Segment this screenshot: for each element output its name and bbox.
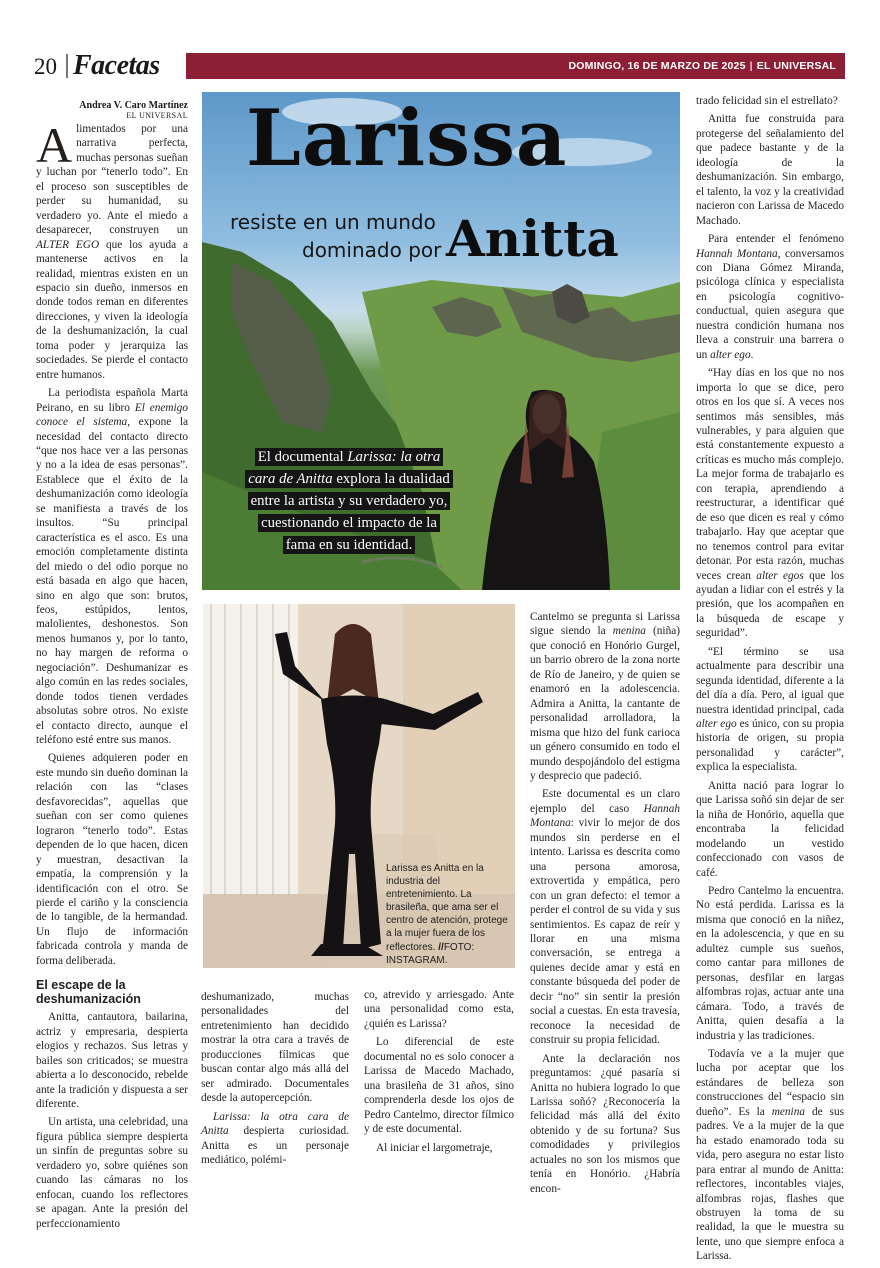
paragraph: , expone la necesidad del contacto directo “que nos hace ver a las personas y no a la idea de esas personas”. Establece que el éxito de la deshumanización como ideología se manifiesta a través de los insultos. “Su principal característica es el asco. Es una emoción completamente distinta del miedo o del odio porque no está basada en algo que hacen, sino en algo que son: brutos, feos, estúpidos, lentos, malolientes, deshonestos. Son menos humanos y, por lo tanto, no hay margen de reforma o negociación”. Deshumanizar es algo común en las redes sociales, donde todos tienen verdades absolutas sobre otros. No existe el contacto directo, aunque el teléfono esté entre sus manos. [36, 416, 188, 747]
paragraph: de sus padres. Ve a la mujer de la que ha estado enamorado toda su vida, pero asegura no estar listo para entrar al mundo de Anitta: reflectores, incontables viajes, alfombras rojas, flashes que obstruyen la toma de su realidad, la que le muestra su lente, uno que siempre enfoca a Larissa. [696, 1105, 844, 1263]
emphasis: menina [771, 1105, 805, 1118]
headline-larissa: Larissa [246, 93, 568, 184]
emphasis: alter ego [710, 348, 751, 361]
quote: “El término se usa actualmente para describir una segunda identidad, diferente a la del día a día. Pero, al igual que nuestra identidad principal, cada [696, 645, 844, 716]
article-column-1 [36, 117, 188, 1235]
article-column-2 [201, 990, 349, 1171]
quote: “Hay días en los que no nos importa lo que se dice, pero otros en los que sí. A veces nos sentimos más sensibles, más vulnerables, y para alguien que está constantemente expuesto a críticas es mucho más complejo. La mejor forma de trabajarlo es con terapia, aprendiendo a reestructurar, a identificar qué de eso que dicen es real y cómo trabajarlo. Hay que aceptar que no tenemos control para evitar detonar. Por esta razón, muchas veces crean [696, 367, 844, 582]
header-divider [66, 54, 68, 78]
headline-line-2: dominado por [302, 238, 442, 262]
article-column-3 [364, 988, 514, 1159]
lede-text: entre la artista y su verdadero yo, [248, 492, 451, 510]
emphasis: alter ego [696, 718, 737, 731]
lede-text: cuestionando el impacto de la [258, 514, 440, 532]
paragraph: trado felicidad sin el estrellato? [696, 95, 838, 107]
paragraph: : vivir lo mejor de dos mundos sin perderse en el intento. Larissa es descrita como una persona amorosa, extrovertida y empática, pero con un gran defecto: el temor a perder el control de su vida y sus sentimientos. Es capaz de reír y llorar en una misma conversación, se entrega a quienes decide amar y está en constante búsqueda del poder de decir “no” sin sentir la presión social a cuestas. En esta travesía, reconoce la necesidad de construir su propia felicidad. [530, 817, 680, 1047]
byline-org: EL UNIVERSAL [126, 111, 188, 120]
paragraph: Para entender el fenómeno [708, 233, 844, 246]
paragraph: deshumanizado, muchas personalidades del entretenimiento han decidido mostrar la otra cara a través de producciones fílmicas que buscan contar algo más allá del ser admirado. Documentales desde la autopercepción. [201, 991, 349, 1105]
headline-line-1: resiste en un mundo [230, 210, 436, 234]
emphasis: menina [612, 625, 646, 638]
paragraph: Todavía ve a la mujer que lucha por aceptar que los estándares de belleza son construcciones del “espacio sin dueño”. Es la [696, 1048, 844, 1118]
emphasis: ALTER EGO [36, 238, 100, 251]
paragraph: limentados por una narrativa perfecta, muchas personas sueñan y luchan por “tenerlo todo”. En el proceso son susceptibles de perder su humanidad, su verdadero yo. Ante el miedo a desaparecer, construyen un [36, 123, 188, 237]
paragraph: Cantelmo se pregunta si Larissa sigue siendo la [530, 611, 680, 638]
paragraph: La periodista española Marta Peirano, en su libro [36, 387, 188, 414]
emphasis: Hannah Montana [696, 247, 778, 260]
emphasis: Hannah Montana [530, 802, 680, 830]
paragraph: Al iniciar el largometraje, [376, 1141, 493, 1154]
paragraph: (niña) que conoció en Honório Gurgel, un barrio obrero de la zona norte de Río de Janeiro, y de quien se enamoró en la adolescencia. Admira a Anitta, la cantante de personalidad arrolladora, la misma que hizo del funk carioca un género consumido en todo el mundo despojándolo del estigma y desprecio que padeció. [530, 625, 680, 782]
paragraph: despierta curiosidad. Anitta es un personaje mediático, polémi- [201, 1125, 349, 1166]
paragraph: Anitta, cantautora, bailarina, actriz y empresaria, despierta elogios y rechazos. Sus letras y bailes son criticados; se muestra abierta a lo desconocido, rebelde ante la tradición y dispuesta a ser diferente. [36, 1011, 188, 1110]
header-separator: | [749, 60, 753, 72]
paragraph: Ante la declaración nos preguntamos: ¿qué pasaría si Anitta no hubiera logrado lo que Larissa soñó? ¿Reconocería la felicidad más allá del éxito obtenido y de su fortuna? Sus comodidades y privilegios actuales no son los mismos que tenía en Honório. ¿Habría encon- [530, 1052, 680, 1195]
paragraph: , conversamos con Diana Gómez Miranda, psicóloga clínica y especialista en psicología cognitivo-conductual, quien asegura que nuestra condición humana nos lleva a construir una barrera o un [696, 247, 844, 361]
publication-name: EL UNIVERSAL [756, 60, 836, 72]
header-date-line [569, 56, 837, 76]
header-date: DOMINGO, 16 DE MARZO DE 2025 [568, 60, 746, 72]
drop-cap: A [36, 117, 73, 173]
lede-text: El documental [257, 449, 348, 465]
headline-anitta: Anitta [446, 209, 619, 268]
quote: que los ayudan a lidiar con el estrés y la presión, que los acompañen en la búsqueda de escape y seguridad”. [696, 569, 844, 640]
byline-author: Andrea V. Caro Martínez [79, 100, 188, 111]
emphasis: alter egos [756, 569, 804, 582]
lede-summary [241, 446, 457, 556]
section-title: Facetas [73, 50, 160, 81]
paragraph: co, atrevido y arriesgado. Ante una personalidad como esta, ¿quién es Larissa? [364, 989, 514, 1030]
quote: es único, con su propia historia de origen, su propia personalidad y carácter”, explica la especialista. [696, 718, 844, 774]
photo-caption [386, 862, 510, 967]
paragraph: Este documental es un claro ejemplo del caso [530, 788, 680, 815]
article-column-5 [696, 94, 844, 1268]
paragraph: Un artista, una celebridad, una figura pública siempre despierta un sinfín de preguntas sobre su verdadero yo, sobre quiénes son cuando las cámaras no los enfocan, cuando los reflectores se apagan. Ante la presión del perfeccionamiento [36, 1116, 188, 1230]
paragraph: . [750, 348, 754, 361]
subheading: El escape de la deshumanización [36, 978, 141, 1007]
film-title: Larissa: la otra cara de Anitta [201, 1110, 349, 1138]
paragraph: que los ayuda a mantenerse activos en la realidad, mientras existen en un espacio sin dueño, inmersos en donde todos reman en diferentes direcciones, y viven la ideología de la deshumanización, la cual toma poder y jerarquiza las sociedades. Se pierde el contacto entre humanos. [36, 238, 188, 381]
lede-film-title: cara de Anitta [248, 471, 333, 487]
lede-film-title: Larissa: la otra [347, 449, 441, 465]
caption-text: Larissa es Anitta en la industria del entretenimiento. La brasileña, que ama ser el centro de atención, protege a la mujer fuera de los reflectores. [386, 863, 508, 953]
paragraph: Quienes adquieren poder en este mundo sin dueño dominan la relación con las “clases desfavorecidas”, aquellas que sueñan con ser como quienes lograron “tenerlo todo”. Estas dependen de lo que hacen, dicen y muestran, desactivan la empatía, la comprensión y la identificación con el otro. Se pierde el cariño y la consciencia de lo tangible, de la hermandad. Un flujo de información fabricada controla y manda de forma deliberada. [36, 752, 188, 967]
paragraph: Anitta nació para lograr lo que Larissa soñó sin dejar de ser la niña de Honório, aquella que encontraba la felicidad modelando un vestido confeccionado con vasos de café. [696, 779, 844, 879]
paragraph: Pedro Cantelmo la encuentra. No está perdida. Larissa es la misma que conoció en la niñez, en la adolescencia, y que en su adultez cumple sus sueños, como cantar para millones de personas, desfilar en largas alfombras rojas, actuar ante una cámara. Todo, a través de Anitta, quien desafía a la industria y las tradiciones. [696, 885, 844, 1042]
photo-credit: FOTO: INSTAGRAM. [386, 941, 475, 966]
paragraph: Anitta fue construida para protegerse del señalamiento del que padece bastante y de la ideología de la deshumanización. Sin embargo, el talento, la voz y la creatividad nacieron con Larissa de Macedo Machado. [696, 113, 844, 227]
lede-text: explora la dualidad [332, 471, 450, 487]
lede-text: fama en su identidad. [283, 536, 416, 554]
article-column-4 [530, 610, 680, 1200]
book-title: El enemigo conoce el sistema [36, 401, 188, 429]
credit-mark: // [438, 941, 444, 953]
paragraph: Lo diferencial de este documental no es solo conocer a Larissa de Macedo Machado, una brasileña de 31 años, sino comprenderla desde los ojos de Pedro Cantelmo, director fílmico y de este documental. [364, 1036, 514, 1136]
page-number: 20 [34, 54, 57, 79]
